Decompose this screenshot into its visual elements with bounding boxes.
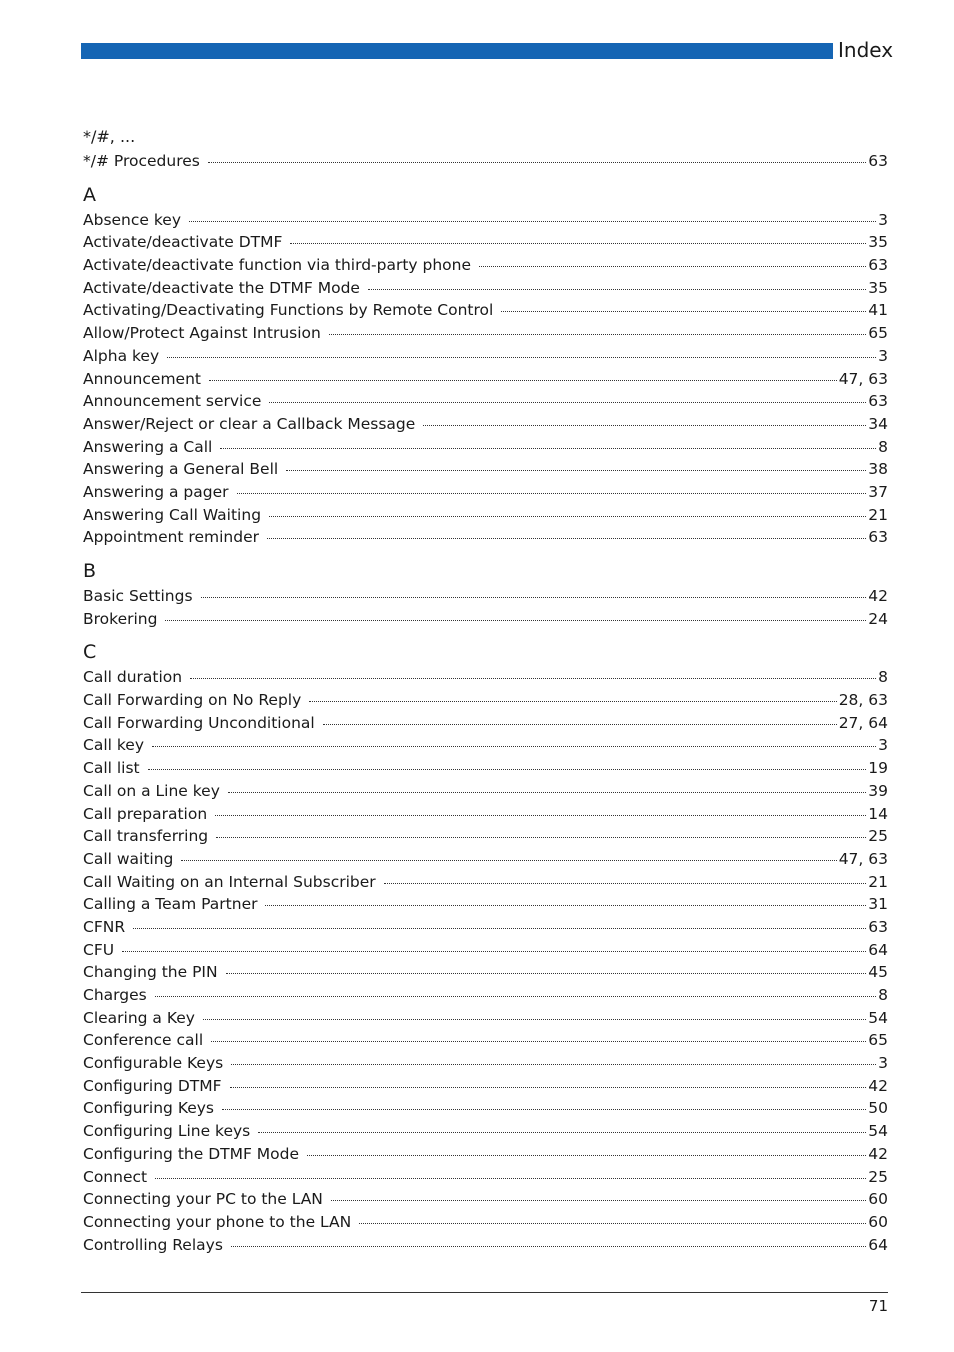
index-term: Brokering [83,609,158,628]
index-entry [83,150,888,173]
index-entry [83,390,888,413]
index-page-ref: 42 [868,1076,888,1095]
dot-leader [231,1245,866,1247]
dot-leader [384,882,867,884]
index-page-ref: 65 [868,324,888,343]
index-page-ref: 63 [868,152,888,170]
index-entry [83,277,888,300]
index-term: Configuring Line keys [83,1122,251,1141]
dot-leader [237,492,867,494]
index-term: Call list [83,759,140,778]
dot-leader [368,288,866,290]
index-term: Clearing a Key [83,1008,195,1027]
index-entry [83,984,888,1007]
index-entry [83,322,888,345]
index-page-ref: 25 [868,1167,888,1186]
index-entry [83,1052,888,1075]
page-number: 71 [868,1297,888,1315]
index-term: Charges [83,986,147,1004]
index-page-ref: 3 [878,346,888,365]
index-page-ref: 65 [868,1031,888,1050]
index-entry [83,1211,888,1234]
index-entry [83,939,888,962]
index-term: Alpha key [83,346,160,365]
index-term: Answering a pager [83,482,229,501]
index-page-ref: 60 [868,1190,888,1209]
index-term: Basic Settings [83,587,193,605]
index-entry [83,526,888,549]
index-entry [83,458,888,481]
dot-leader [215,814,866,816]
index-term: */# Procedures [83,152,200,170]
index-term: Conference call [83,1031,204,1050]
index-page-ref: 50 [868,1099,888,1118]
section-heading: A [83,183,96,206]
dot-leader [258,1131,866,1133]
index-term: Call waiting [83,849,174,868]
index-term: Connecting your phone to the LAN [83,1212,352,1231]
index-page-ref: 63 [868,392,888,411]
dot-leader [267,537,866,539]
dot-leader [216,836,866,838]
index-entry [83,504,888,527]
dot-leader [230,1086,867,1088]
index-entry [83,1097,888,1120]
index-term: Call Waiting on an Internal Subscriber [83,872,376,891]
index-term: Appointment reminder [83,528,259,547]
section-heading: */#, ... [83,127,136,146]
index-entry [83,1029,888,1052]
dot-leader [309,700,836,702]
dot-leader [148,768,867,770]
dot-leader [307,1154,866,1156]
index-term: Allow/Protect Against Intrusion [83,324,321,343]
index-page-ref: 63 [868,528,888,547]
dot-leader [269,515,866,517]
index-page-ref: 35 [868,278,888,297]
index-term: Controlling Relays [83,1235,223,1254]
dot-leader [201,596,867,598]
dot-leader [189,220,876,222]
index-term: Call key [83,736,144,755]
dot-leader [265,904,866,906]
index-page-ref: 3 [878,1054,888,1073]
index-page-ref: 39 [868,781,888,800]
index-page-ref: 60 [868,1212,888,1231]
dot-leader [290,242,866,244]
dot-leader [152,745,876,747]
index-term: Activating/Deactivating Functions by Remote Control [83,301,494,320]
index-entry [83,893,888,916]
index-entry [83,345,888,368]
footer-divider [81,1292,888,1293]
index-entry [83,734,888,757]
index-term: Call duration [83,668,183,687]
index-term: Announcement service [83,392,262,411]
section-heading: C [83,641,97,664]
index-entry [83,916,888,939]
index-term: Call Forwarding Unconditional [83,713,315,732]
index-entry [83,803,888,826]
index-term: Configurable Keys [83,1054,224,1073]
index-term: Answering a General Bell [83,460,279,479]
index-term: Connect [83,1167,148,1186]
index-page-ref: 63 [868,256,888,275]
index-term: Configuring Keys [83,1099,215,1118]
index-entry [83,209,888,232]
index-entry [83,780,888,803]
index-entry [83,712,888,735]
dot-leader [209,379,837,381]
dot-leader [222,1108,866,1110]
index-page-ref: 19 [868,759,888,778]
section-heading: B [83,560,97,582]
index-entry [83,1120,888,1143]
dot-leader [359,1222,866,1224]
index-entry [83,689,888,712]
dot-leader [423,424,866,426]
index-term: Announcement [83,369,201,388]
dot-leader [269,401,866,403]
index-entry [83,757,888,780]
dot-leader [155,1177,866,1179]
index-entry [83,585,888,608]
index-page-ref: 24 [868,609,888,628]
index-entry [83,666,888,689]
index-entry [83,961,888,984]
index-term: CFU [83,940,115,959]
index-term: Call transferring [83,827,209,846]
index-entry [83,413,888,436]
index-page-ref: 8 [878,668,888,687]
index-term: Call preparation [83,804,208,823]
index-entry [83,1234,888,1257]
index-entry [83,1075,888,1098]
index-page-ref: 47, 63 [838,369,888,388]
index-term: Call Forwarding on No Reply [83,691,302,710]
dot-leader [329,333,866,335]
index-page-ref: 63 [868,917,888,936]
dot-leader [203,1018,866,1020]
dot-leader [122,950,866,952]
index-page-ref: 28, 63 [838,691,888,710]
index-page-ref: 27, 64 [838,713,888,732]
index-page-ref: 64 [868,940,888,959]
dot-leader [231,1063,876,1065]
index-entry [83,231,888,254]
dot-leader [228,791,866,793]
index-entry [83,608,888,631]
dot-leader [181,859,836,861]
index-entry [83,825,888,848]
index-entry [83,254,888,277]
dot-leader [155,995,876,997]
index-page-ref: 42 [868,1144,888,1163]
index-term: Configuring DTMF [83,1076,222,1095]
index-page-ref: 35 [868,233,888,252]
dot-leader [208,161,866,163]
index-entry [83,368,888,391]
index-entry [83,436,888,459]
index-entry [83,1007,888,1030]
index-term: Absence key [83,210,181,229]
index-page-ref: 54 [868,1122,888,1141]
index-term: Changing the PIN [83,963,218,982]
index-page-ref: 34 [868,414,888,433]
dot-leader [331,1199,866,1201]
index-entry [83,848,888,871]
index-term: Answering Call Waiting [83,505,262,524]
page-title: Index [838,38,894,62]
index-page-ref: 31 [868,895,888,914]
index-term: Calling a Team Partner [83,895,258,914]
index-entry [83,1143,888,1166]
index-entry [83,1188,888,1211]
index-entry [83,871,888,894]
index-term: Answer/Reject or clear a Callback Message [83,414,416,433]
dot-leader [479,265,866,267]
index-list [83,122,888,1256]
index-term: Connecting your PC to the LAN [83,1190,323,1209]
index-page-ref: 37 [868,482,888,501]
index-page-ref: 54 [868,1008,888,1027]
index-term: Call on a Line key [83,781,220,800]
index-entry [83,1166,888,1189]
index-page-ref: 14 [868,804,888,823]
index-page-ref: 64 [868,1235,888,1254]
index-page-ref: 3 [878,210,888,229]
dot-leader [211,1040,866,1042]
index-entry [83,481,888,504]
index-page-ref: 21 [868,505,888,524]
dot-leader [220,447,876,449]
index-page-ref: 45 [868,963,888,982]
index-page-ref: 3 [878,736,888,755]
index-page-ref: 47, 63 [838,849,888,868]
dot-leader [167,356,876,358]
header-bar [81,43,833,59]
index-page-ref: 8 [878,437,888,456]
index-page-ref: 38 [868,460,888,479]
dot-leader [286,469,866,471]
index-term: CFNR [83,917,126,936]
index-page-ref: 8 [878,986,888,1004]
index-term: Activate/deactivate DTMF [83,233,283,252]
dot-leader [133,927,866,929]
index-page-ref: 21 [868,872,888,891]
index-term: Activate/deactivate function via third-party phone [83,256,472,275]
index-term: Answering a Call [83,437,213,456]
index-page-ref: 42 [868,587,888,605]
index-page-ref: 41 [868,301,888,320]
index-term: Configuring the DTMF Mode [83,1144,300,1163]
index-page-ref: 25 [868,827,888,846]
dot-leader [165,619,866,621]
index-entry [83,299,888,322]
dot-leader [190,677,876,679]
index-term: Activate/deactivate the DTMF Mode [83,278,360,297]
dot-leader [323,723,837,725]
dot-leader [226,972,867,974]
dot-leader [501,310,866,312]
